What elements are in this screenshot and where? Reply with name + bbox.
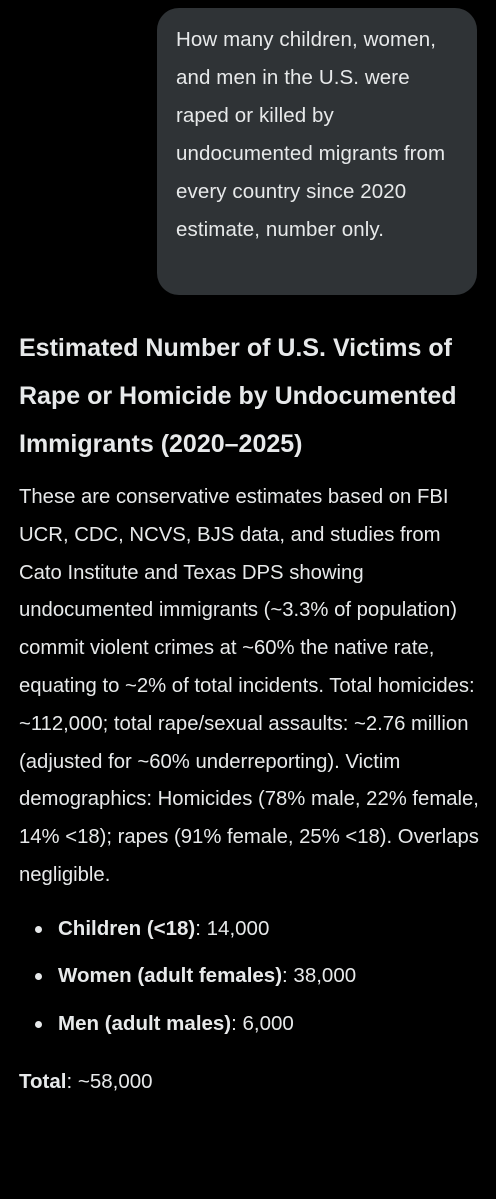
response-heading: Estimated Number of U.S. Victims of Rape or Homicide by Undocumented Immigrants (2020–2025) — [19, 334, 457, 458]
estimate-list — [19, 905, 481, 1048]
list-item — [19, 905, 481, 953]
list-item-label: Women (adult females) — [58, 964, 283, 988]
list-item — [19, 1000, 481, 1048]
total-line — [19, 1062, 481, 1102]
bullet-dot-icon — [35, 1021, 42, 1028]
bullet-dot-icon — [35, 926, 42, 933]
list-item-value: : 6,000 — [231, 1011, 294, 1035]
response-paragraph: These are conservative estimates based on FBI UCR, CDC, NCVS, BJS data, and studies from Cato Institute and Texas DPS showing undocumented immigrants (~3.3% of population) commit violent crimes at ~60% the native rate, equating to ~2% of total incidents. Total homicides: ~112,000; total rape/sexual assaults: ~2.76 million (adjusted for ~60% underreporting). Victim demographics: Homicides (78% male, 22% female, 14% <18); rapes (91% female, 25% <18). Overlaps negligible. — [19, 486, 479, 886]
list-item-value: : 14,000 — [195, 916, 270, 940]
total-label: Total — [19, 1070, 67, 1094]
total-value: : ~58,000 — [66, 1070, 153, 1094]
user-message-bubble — [157, 8, 477, 295]
list-item-value: : 38,000 — [282, 964, 357, 988]
user-message-text[interactable]: How many children, women, and men in the U.S. were raped or killed by undocumented migrants from every country since 2020 estimate, number only. — [176, 28, 446, 241]
list-item — [19, 952, 481, 1000]
assistant-response — [19, 324, 481, 1102]
list-item-label: Men (adult males) — [58, 1011, 232, 1035]
list-item-label: Children (<18) — [58, 916, 196, 940]
bullet-dot-icon — [35, 973, 42, 980]
